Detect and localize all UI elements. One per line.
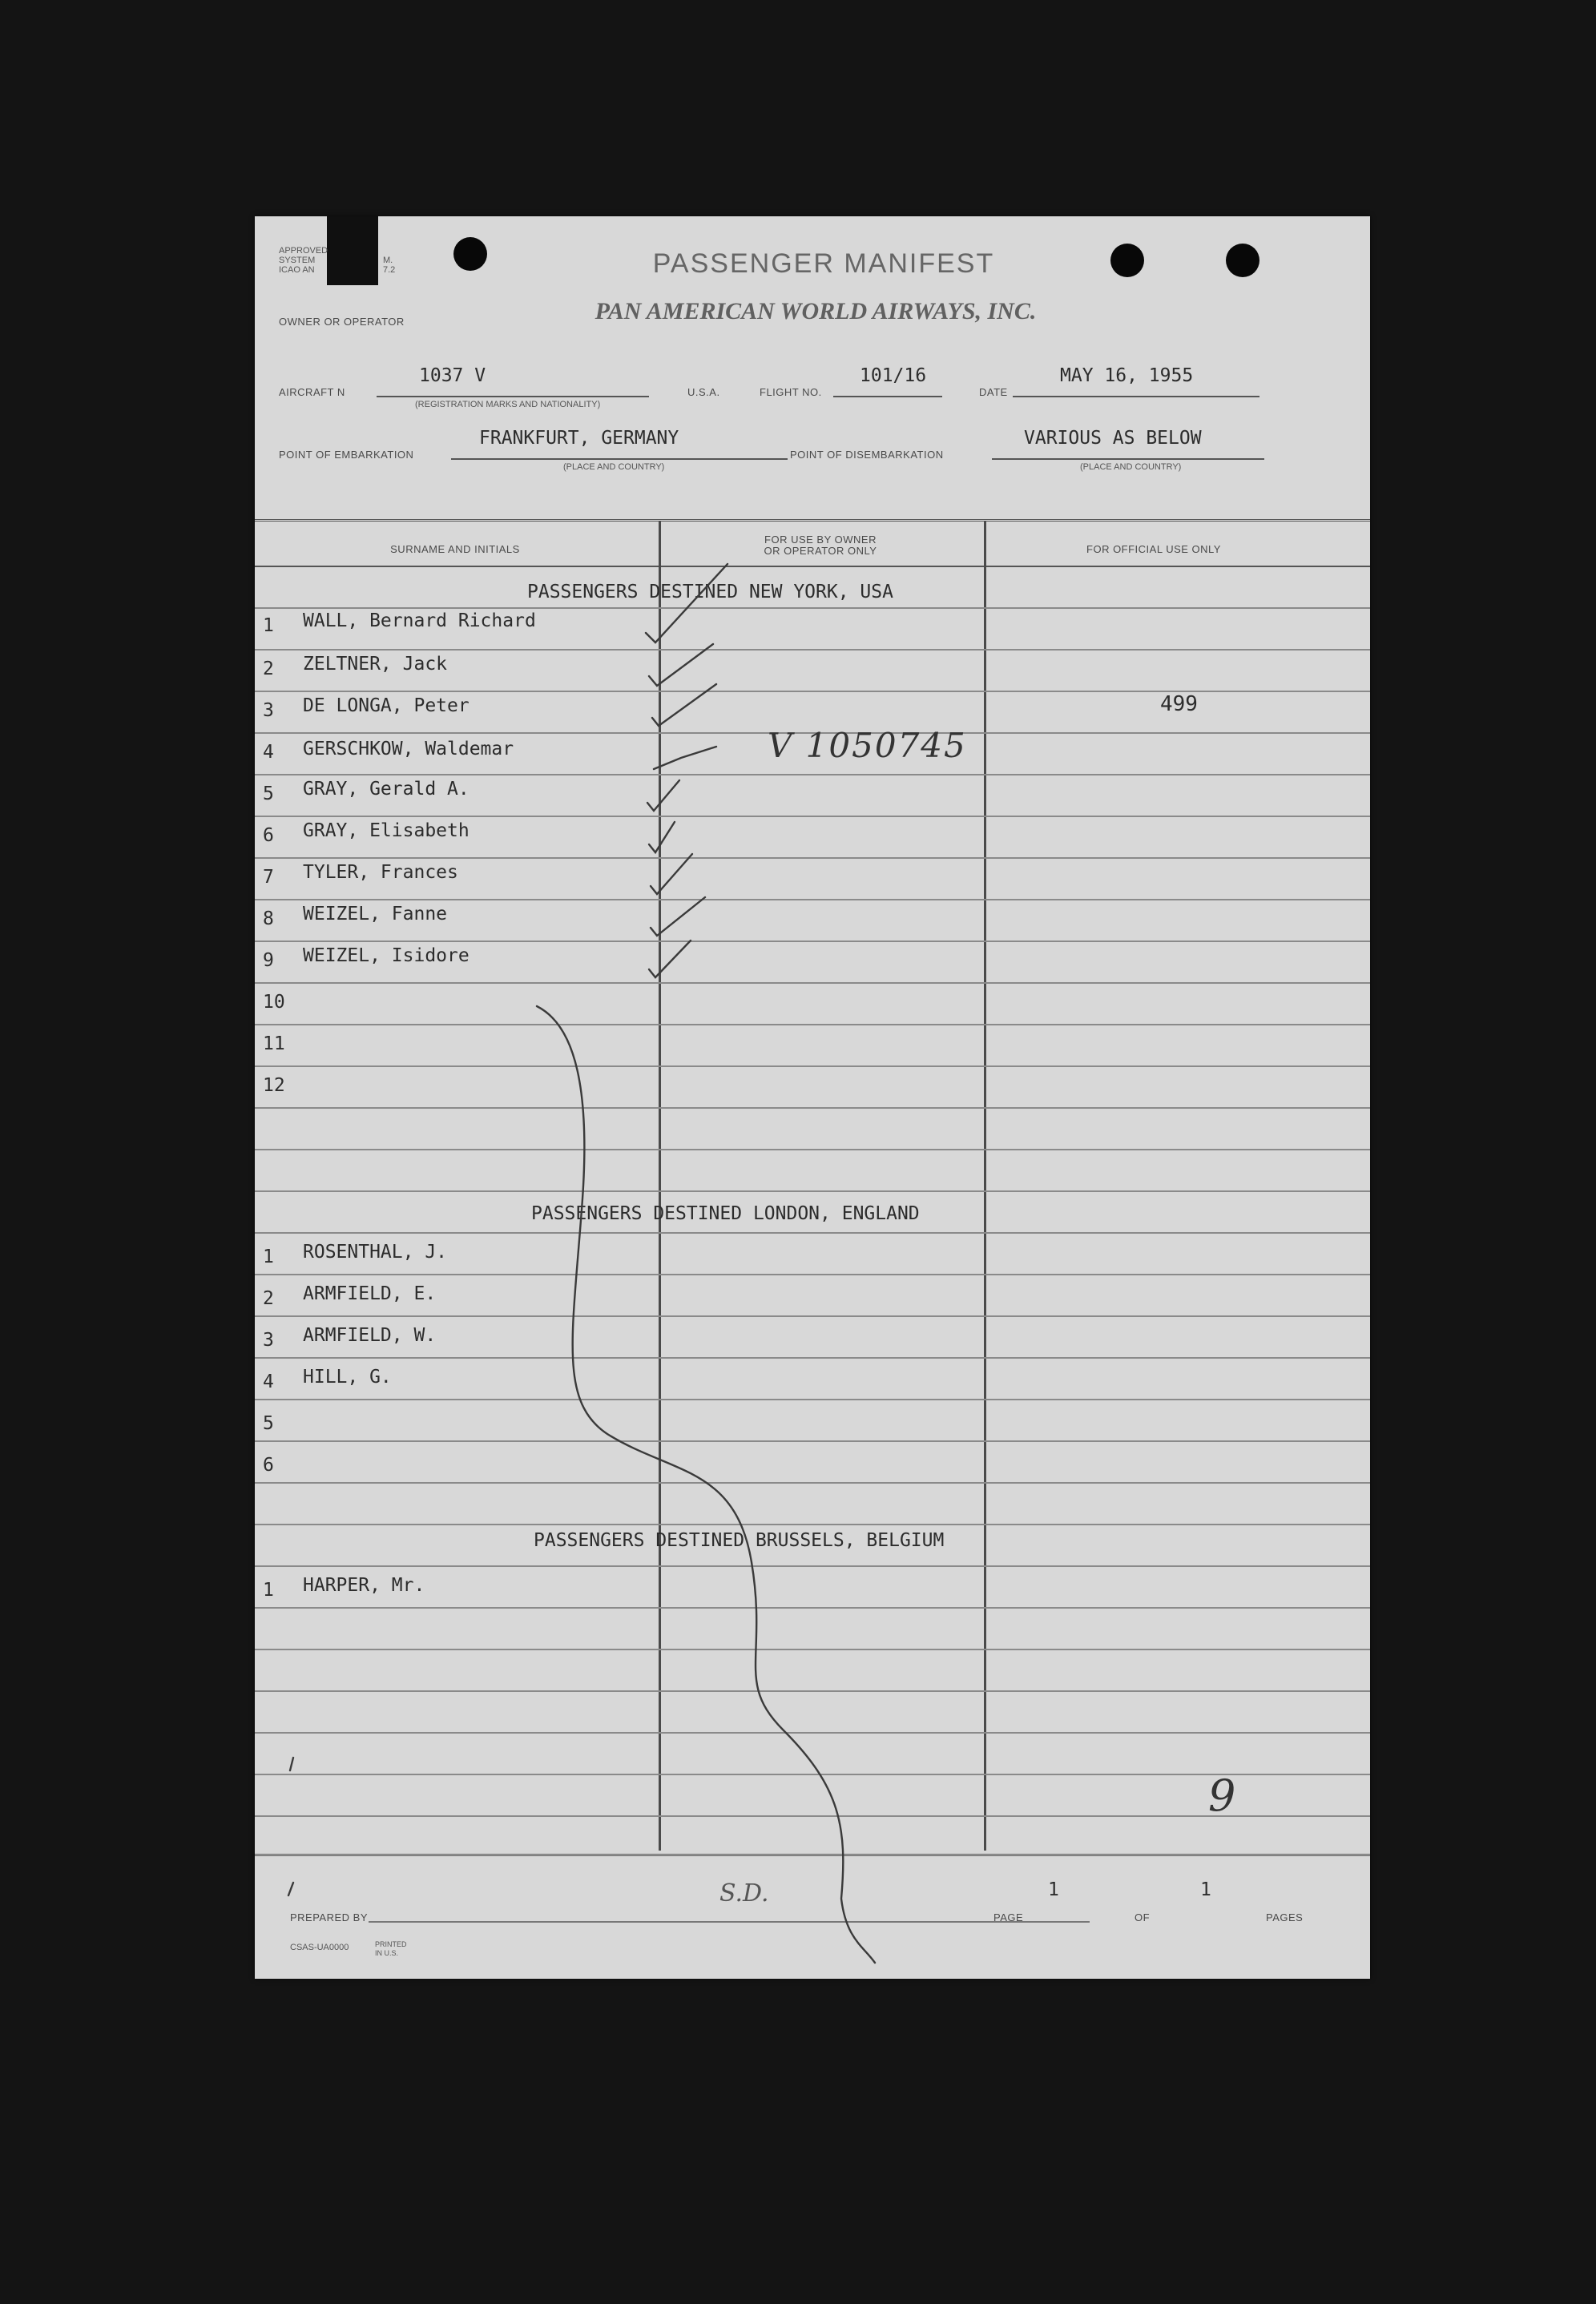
prepared-signature: S.D. <box>719 1879 769 1907</box>
page-value: 1 <box>1048 1879 1059 1900</box>
date-label: DATE <box>979 386 1008 398</box>
passenger-name: WEIZEL, Isidore <box>303 945 470 966</box>
usa-label: U.S.A. <box>687 386 720 398</box>
passenger-name: GRAY, Gerald A. <box>303 779 470 800</box>
pencil-tick <box>290 1758 293 1770</box>
flight-label: FLIGHT NO. <box>760 386 822 398</box>
passenger-name: GERSCHKOW, Waldemar <box>303 739 514 759</box>
row-number: 10 <box>263 992 285 1013</box>
check-mark <box>649 941 691 977</box>
row-number: 6 <box>263 825 274 846</box>
disembark-place-caption: (PLACE AND COUNTRY) <box>1080 462 1182 472</box>
row-number: 7 <box>263 867 274 888</box>
row-number: 8 <box>263 908 274 929</box>
form-title: PASSENGER MANIFEST <box>652 248 995 279</box>
row-number: 5 <box>263 783 274 804</box>
row-number: 6 <box>263 1455 274 1476</box>
pencil-tick <box>288 1883 293 1895</box>
passenger-name: HARPER, Mr. <box>303 1575 425 1596</box>
handwritten-marks <box>255 216 1370 1979</box>
row-number: 4 <box>263 742 274 763</box>
passenger-name: TYLER, Frances <box>303 862 458 883</box>
passenger-name: ARMFIELD, W. <box>303 1325 437 1346</box>
row-number: 1 <box>263 615 274 636</box>
section-heading-london: PASSENGERS DESTINED LONDON, ENGLAND <box>531 1203 920 1224</box>
footer-printed: PRINTED IN U.S. <box>375 1940 407 1957</box>
passenger-name: WALL, Bernard Richard <box>303 610 536 631</box>
col-owner-use-2: OR OPERATOR ONLY <box>764 545 877 557</box>
check-mark <box>647 780 679 811</box>
of-label: OF <box>1135 1911 1151 1923</box>
row-number: 5 <box>263 1413 274 1434</box>
passenger-name: ZELTNER, Jack <box>303 654 448 675</box>
section-heading-newyork: PASSENGERS DESTINED NEW YORK, USA <box>527 582 893 602</box>
approval-line-3: ICAO AN <box>279 265 315 275</box>
check-mark <box>651 854 692 894</box>
owner-handwritten-note: V 1050745 <box>768 726 967 765</box>
owner-value: PAN AMERICAN WORLD AIRWAYS, INC. <box>594 298 1037 324</box>
row-number: 3 <box>263 1330 274 1351</box>
disembark-label: POINT OF DISEMBARKATION <box>790 449 944 461</box>
row-number: 1 <box>263 1247 274 1267</box>
passenger-name: WEIZEL, Fanne <box>303 904 448 924</box>
passenger-name: DE LONGA, Peter <box>303 695 470 716</box>
check-mark <box>649 644 713 686</box>
row-number: 1 <box>263 1580 274 1601</box>
col-owner-use-1: FOR USE BY OWNER <box>764 534 877 546</box>
footer-code: CSAS-UA0000 <box>290 1943 349 1952</box>
col-official: FOR OFFICIAL USE ONLY <box>1086 543 1221 555</box>
approval-line-1: APPROVED <box>279 246 328 256</box>
prepared-label: PREPARED BY <box>290 1911 369 1923</box>
disembark-value: VARIOUS AS BELOW <box>1024 428 1202 449</box>
registration-caption: (REGISTRATION MARKS AND NATIONALITY) <box>415 400 601 409</box>
embark-value: FRANKFURT, GERMANY <box>479 428 679 449</box>
embark-place-caption: (PLACE AND COUNTRY) <box>563 462 665 472</box>
passenger-name: HILL, G. <box>303 1367 392 1388</box>
passenger-name: ARMFIELD, E. <box>303 1283 437 1304</box>
approval-line-2: SYSTEM <box>279 256 316 265</box>
check-mark <box>651 897 705 936</box>
check-mark <box>649 822 675 852</box>
approval-suffix-2: 7.2 <box>383 265 396 275</box>
flight-value: 101/16 <box>860 365 927 386</box>
aircraft-label: AIRCRAFT N <box>279 386 345 398</box>
date-value: MAY 16, 1955 <box>1060 365 1194 386</box>
owner-label: OWNER OR OPERATOR <box>279 316 405 328</box>
approval-suffix-1: M. <box>383 256 393 265</box>
corner-handwritten-mark: 9 <box>1208 1770 1236 1821</box>
official-number: 499 <box>1160 692 1198 716</box>
row-number: 11 <box>263 1033 285 1054</box>
section-heading-brussels: PASSENGERS DESTINED BRUSSELS, BELGIUM <box>534 1530 945 1551</box>
check-mark <box>646 564 727 642</box>
passenger-name: ROSENTHAL, J. <box>303 1242 448 1263</box>
passenger-name: GRAY, Elisabeth <box>303 820 470 841</box>
row-number: 12 <box>263 1075 285 1096</box>
row-number: 9 <box>263 950 274 971</box>
row-number: 2 <box>263 659 274 679</box>
of-value: 1 <box>1200 1879 1211 1900</box>
row-number: 4 <box>263 1372 274 1392</box>
page-label: PAGE <box>993 1911 1024 1923</box>
check-mark <box>652 684 716 726</box>
check-mark <box>654 747 716 769</box>
row-number: 3 <box>263 700 274 721</box>
col-surname: SURNAME AND INITIALS <box>390 543 520 555</box>
manifest-sheet <box>255 216 1370 1979</box>
pencil-stroke <box>537 1006 875 1963</box>
aircraft-value: 1037 V <box>419 365 486 386</box>
row-number: 2 <box>263 1288 274 1309</box>
pages-label: PAGES <box>1266 1911 1304 1923</box>
embark-label: POINT OF EMBARKATION <box>279 449 414 461</box>
